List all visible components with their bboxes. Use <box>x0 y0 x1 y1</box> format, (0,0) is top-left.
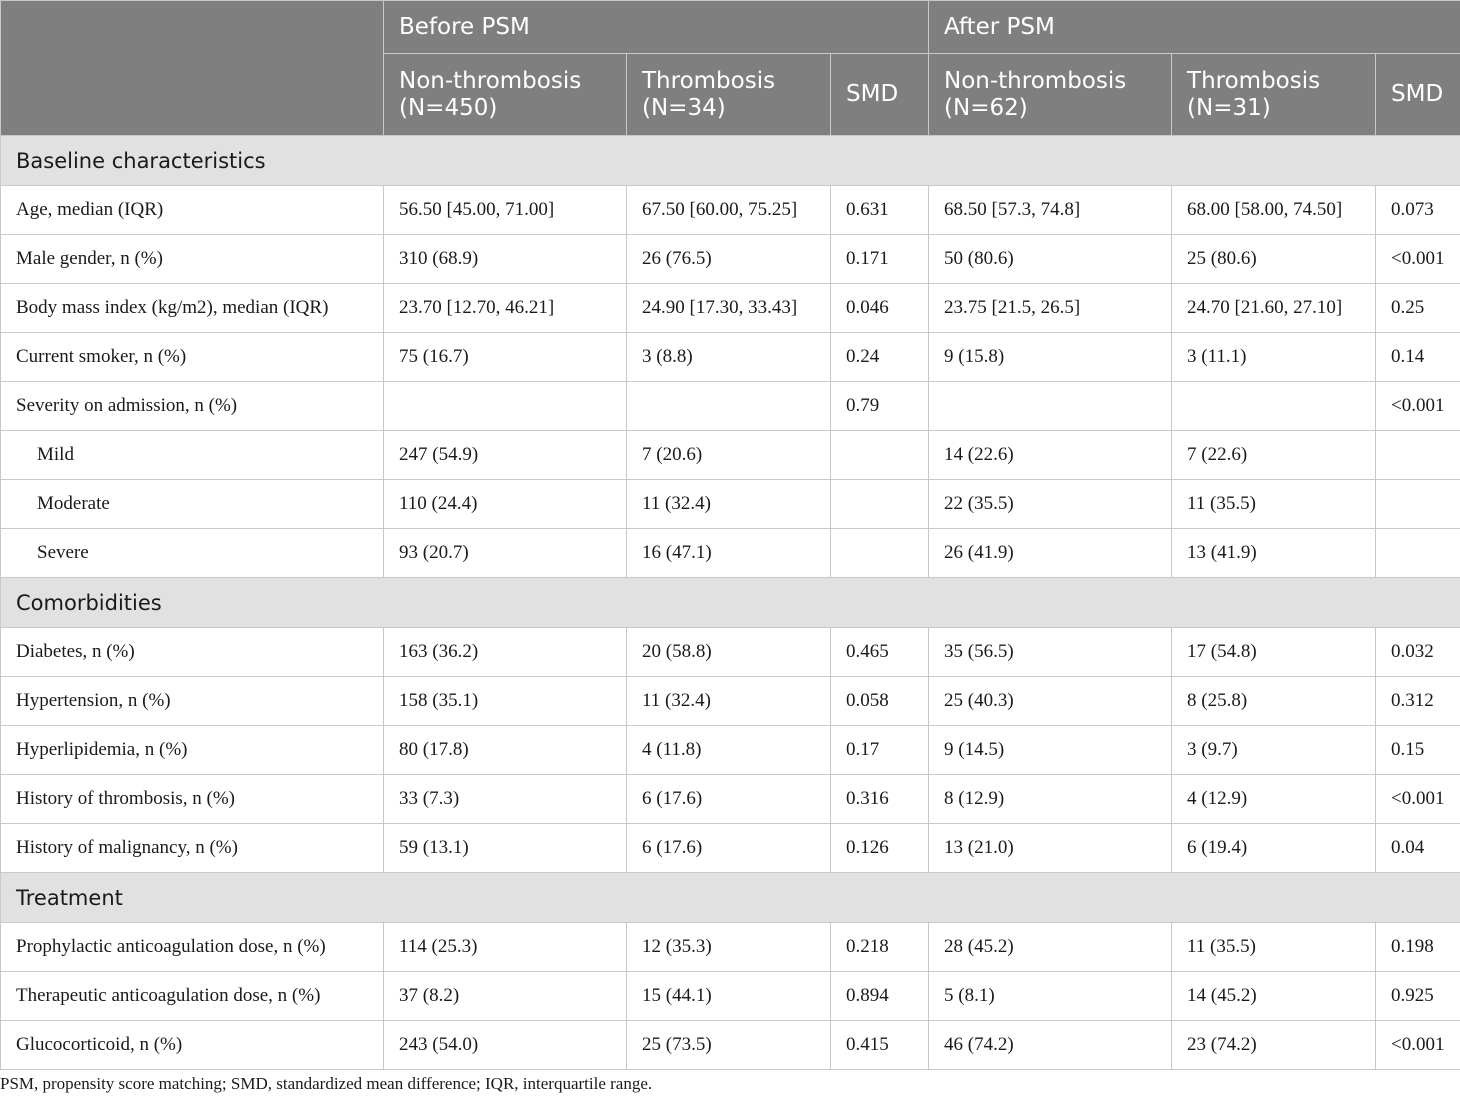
table-cell <box>1376 480 1460 529</box>
table-cell <box>1376 431 1460 480</box>
row-label: Male gender, n (%) <box>1 235 384 284</box>
row-label: History of thrombosis, n (%) <box>1 775 384 824</box>
table-cell: 23.75 [21.5, 26.5] <box>929 284 1172 333</box>
table-row <box>1 923 1460 972</box>
section-title: Treatment <box>1 873 1460 923</box>
column-header-line2: (N=34) <box>642 94 726 121</box>
table-cell: 35 (56.5) <box>929 628 1172 677</box>
table-row <box>1 972 1460 1021</box>
table-cell: 4 (12.9) <box>1172 775 1376 824</box>
header-corner-cell <box>1 1 384 136</box>
row-label: Prophylactic anticoagulation dose, n (%) <box>1 923 384 972</box>
table-cell: 25 (40.3) <box>929 677 1172 726</box>
table-row <box>1 480 1460 529</box>
table-cell: 0.24 <box>831 333 929 382</box>
section-header-row <box>1 873 1460 923</box>
table-cell: 14 (22.6) <box>929 431 1172 480</box>
table-cell: 11 (35.5) <box>1172 923 1376 972</box>
table-cell: 247 (54.9) <box>384 431 627 480</box>
table-cell: 75 (16.7) <box>384 333 627 382</box>
table-cell: 0.894 <box>831 972 929 1021</box>
table-row <box>1 186 1460 235</box>
table-cell: 26 (41.9) <box>929 529 1172 578</box>
table-cell: 13 (21.0) <box>929 824 1172 873</box>
table-cell: 0.126 <box>831 824 929 873</box>
column-header <box>1376 54 1460 136</box>
table-cell: <0.001 <box>1376 235 1460 284</box>
table-cell: 0.218 <box>831 923 929 972</box>
table-cell: 0.25 <box>1376 284 1460 333</box>
table-cell: 163 (36.2) <box>384 628 627 677</box>
table-cell: 158 (35.1) <box>384 677 627 726</box>
table-cell: 0.04 <box>1376 824 1460 873</box>
table-cell: 56.50 [45.00, 71.00] <box>384 186 627 235</box>
table-cell: 5 (8.1) <box>929 972 1172 1021</box>
table-cell: 9 (15.8) <box>929 333 1172 382</box>
table-cell: 0.058 <box>831 677 929 726</box>
table-cell: 243 (54.0) <box>384 1021 627 1070</box>
table-cell: 3 (8.8) <box>627 333 831 382</box>
table-header <box>1 1 1460 136</box>
table-cell: 0.15 <box>1376 726 1460 775</box>
table-cell: 14 (45.2) <box>1172 972 1376 1021</box>
header-group-after: After PSM <box>929 1 1460 54</box>
row-label: Body mass index (kg/m2), median (IQR) <box>1 284 384 333</box>
table-cell: 310 (68.9) <box>384 235 627 284</box>
section-title: Comorbidities <box>1 578 1460 628</box>
column-header <box>1172 54 1376 136</box>
table-row <box>1 333 1460 382</box>
table-cell: 0.316 <box>831 775 929 824</box>
table-cell: 8 (25.8) <box>1172 677 1376 726</box>
row-label: Current smoker, n (%) <box>1 333 384 382</box>
table-cell: 33 (7.3) <box>384 775 627 824</box>
column-header-line1: Non-thrombosis <box>399 67 582 94</box>
column-header-line1: Thrombosis <box>1187 67 1321 94</box>
table-cell <box>929 382 1172 431</box>
table-cell: 7 (20.6) <box>627 431 831 480</box>
table-cell: 0.79 <box>831 382 929 431</box>
table-cell: 7 (22.6) <box>1172 431 1376 480</box>
table-cell: 3 (9.7) <box>1172 726 1376 775</box>
section-header-row <box>1 136 1460 186</box>
row-label: Glucocorticoid, n (%) <box>1 1021 384 1070</box>
column-header-line1: Non-thrombosis <box>944 67 1127 94</box>
table-cell: 24.90 [17.30, 33.43] <box>627 284 831 333</box>
table-cell: 114 (25.3) <box>384 923 627 972</box>
row-label: Mild <box>1 431 384 480</box>
table-cell: 67.50 [60.00, 75.25] <box>627 186 831 235</box>
column-header-line2: (N=450) <box>399 94 498 121</box>
table-cell: 0.073 <box>1376 186 1460 235</box>
table-cell: <0.001 <box>1376 775 1460 824</box>
table-cell: 12 (35.3) <box>627 923 831 972</box>
column-header-line2: (N=31) <box>1187 94 1271 121</box>
column-header <box>627 54 831 136</box>
section-header-row <box>1 578 1460 628</box>
table-cell <box>831 431 929 480</box>
row-label: Therapeutic anticoagulation dose, n (%) <box>1 972 384 1021</box>
table-cell: 6 (19.4) <box>1172 824 1376 873</box>
table-cell: 50 (80.6) <box>929 235 1172 284</box>
table-cell <box>1172 382 1376 431</box>
table-footnote: PSM, propensity score matching; SMD, standardized mean difference; IQR, interquartile range. <box>0 1074 653 1093</box>
table-cell <box>831 480 929 529</box>
table-cell: 0.17 <box>831 726 929 775</box>
table-cell: 20 (58.8) <box>627 628 831 677</box>
table-row <box>1 677 1460 726</box>
column-header-line2: (N=62) <box>944 94 1028 121</box>
row-label: Severity on admission, n (%) <box>1 382 384 431</box>
table-cell: 0.465 <box>831 628 929 677</box>
table-cell: 15 (44.1) <box>627 972 831 1021</box>
table-cell: 26 (76.5) <box>627 235 831 284</box>
table-cell: 0.046 <box>831 284 929 333</box>
table-cell: 0.171 <box>831 235 929 284</box>
table-cell: 9 (14.5) <box>929 726 1172 775</box>
table-row <box>1 431 1460 480</box>
table-cell: 23 (74.2) <box>1172 1021 1376 1070</box>
table-cell: 68.50 [57.3, 74.8] <box>929 186 1172 235</box>
section-title: Baseline characteristics <box>1 136 1460 186</box>
table-cell: <0.001 <box>1376 1021 1460 1070</box>
table-cell: 4 (11.8) <box>627 726 831 775</box>
table-cell: 6 (17.6) <box>627 775 831 824</box>
table-cell: 46 (74.2) <box>929 1021 1172 1070</box>
column-header-line1: SMD <box>846 81 899 107</box>
table-cell: 11 (35.5) <box>1172 480 1376 529</box>
table-cell: 22 (35.5) <box>929 480 1172 529</box>
table-cell: 93 (20.7) <box>384 529 627 578</box>
table-row <box>1 1021 1460 1070</box>
table-cell <box>384 382 627 431</box>
table-cell: 13 (41.9) <box>1172 529 1376 578</box>
table-body <box>1 136 1460 1070</box>
table-cell: 17 (54.8) <box>1172 628 1376 677</box>
table-row <box>1 382 1460 431</box>
table-cell: 25 (80.6) <box>1172 235 1376 284</box>
table-cell: 68.00 [58.00, 74.50] <box>1172 186 1376 235</box>
table-cell: 110 (24.4) <box>384 480 627 529</box>
table-row <box>1 824 1460 873</box>
column-header-line1: Thrombosis <box>642 67 776 94</box>
header-group-row <box>1 1 1460 54</box>
table-row <box>1 529 1460 578</box>
table-cell: 6 (17.6) <box>627 824 831 873</box>
table-cell: 0.415 <box>831 1021 929 1070</box>
table-cell: 0.198 <box>1376 923 1460 972</box>
header-group-before: Before PSM <box>384 1 929 54</box>
table-cell: 0.312 <box>1376 677 1460 726</box>
row-label: Age, median (IQR) <box>1 186 384 235</box>
table-cell <box>1376 529 1460 578</box>
table-cell: <0.001 <box>1376 382 1460 431</box>
table-cell <box>627 382 831 431</box>
row-label: Hyperlipidemia, n (%) <box>1 726 384 775</box>
column-header <box>831 54 929 136</box>
row-label: Moderate <box>1 480 384 529</box>
column-header-line1: SMD <box>1391 81 1444 107</box>
row-label: Severe <box>1 529 384 578</box>
column-header <box>384 54 627 136</box>
table-row <box>1 775 1460 824</box>
table-cell: 80 (17.8) <box>384 726 627 775</box>
table-cell: 28 (45.2) <box>929 923 1172 972</box>
table-row <box>1 284 1460 333</box>
column-header <box>929 54 1172 136</box>
table-cell: 25 (73.5) <box>627 1021 831 1070</box>
table-cell: 37 (8.2) <box>384 972 627 1021</box>
table-row <box>1 628 1460 677</box>
row-label: Diabetes, n (%) <box>1 628 384 677</box>
row-label: Hypertension, n (%) <box>1 677 384 726</box>
table-cell: 0.032 <box>1376 628 1460 677</box>
table-cell: 0.925 <box>1376 972 1460 1021</box>
table-cell: 11 (32.4) <box>627 677 831 726</box>
table-row <box>1 235 1460 284</box>
table-cell: 23.70 [12.70, 46.21] <box>384 284 627 333</box>
table-cell: 59 (13.1) <box>384 824 627 873</box>
table-cell: 3 (11.1) <box>1172 333 1376 382</box>
table-cell: 24.70 [21.60, 27.10] <box>1172 284 1376 333</box>
table-cell <box>831 529 929 578</box>
row-label: History of malignancy, n (%) <box>1 824 384 873</box>
table-cell: 0.14 <box>1376 333 1460 382</box>
table-cell: 8 (12.9) <box>929 775 1172 824</box>
table-cell: 0.631 <box>831 186 929 235</box>
table-row <box>1 726 1460 775</box>
table-cell: 11 (32.4) <box>627 480 831 529</box>
table-cell: 16 (47.1) <box>627 529 831 578</box>
